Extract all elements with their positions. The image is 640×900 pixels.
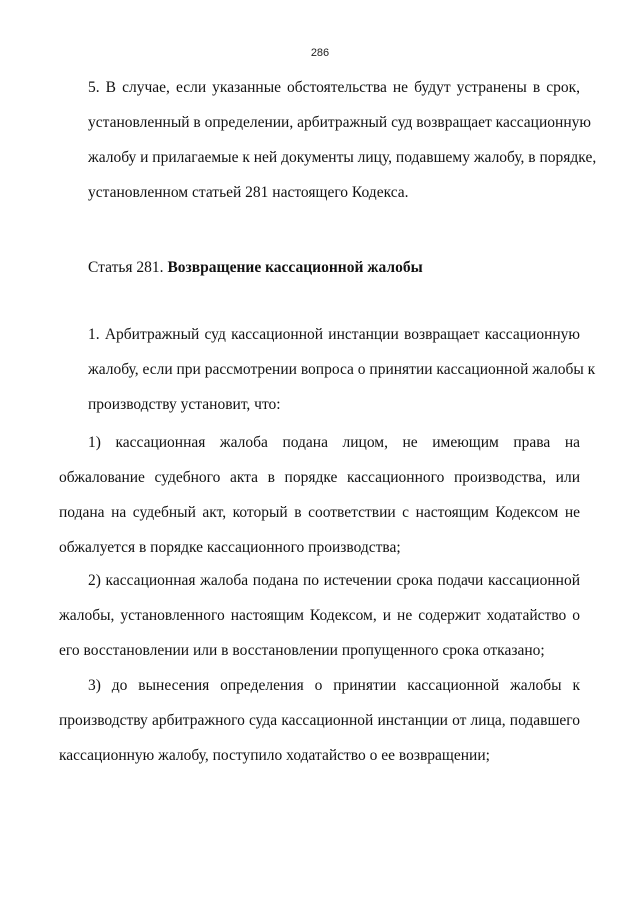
article-heading (88, 250, 423, 285)
paragraph-line: производству установит, что: (88, 396, 281, 413)
paragraph-line: обжалование судебного акта в порядке кассационного производства, или (59, 469, 580, 486)
paragraph-line: производству арбитражного суда кассационной инстанции от лица, подавшего (59, 712, 580, 729)
paragraph-line: подана на судебный акт, который в соответствии с настоящим Кодексом не (59, 504, 580, 521)
list-item-2 (59, 563, 580, 668)
paragraph-line: 2) кассационная жалоба подана по истечении срока подачи кассационной (88, 572, 580, 589)
paragraph-line: 1) кассационная жалоба подана лицом, не имеющим права на (88, 434, 580, 451)
paragraph-line: жалобы, установленного настоящим Кодексом, и не содержит ходатайство о (59, 607, 580, 624)
article-title: Возвращение кассационной жалобы (167, 259, 423, 276)
paragraph-line: его восстановлении или в восстановлении пропущенного срока отказано; (59, 642, 545, 659)
paragraph-line: 1. Арбитражный суд кассационной инстанции возвращает кассационную (88, 326, 580, 343)
page-number: 286 (310, 47, 330, 59)
article-number: Статья 281. (88, 259, 164, 276)
paragraph-5 (88, 70, 597, 210)
paragraph-line: жалобу и прилагаемые к ней документы лицу, подавшему жалобу, в порядке, (88, 149, 597, 166)
paragraph-line: установленном статьей 281 настоящего Кодекса. (88, 184, 409, 201)
paragraph-1 (88, 317, 596, 422)
paragraph-line: кассационную жалобу, поступило ходатайство о ее возвращении; (59, 747, 490, 764)
list-item-3 (59, 668, 580, 773)
list-item-1 (59, 425, 580, 565)
paragraph-line: установленный в определении, арбитражный суд возвращает кассационную (88, 114, 591, 131)
paragraph-line: обжалуется в порядке кассационного производства; (59, 539, 401, 556)
paragraph-line: 5. В случае, если указанные обстоятельства не будут устранены в срок, (88, 79, 580, 96)
paragraph-line: жалобу, если при рассмотрении вопроса о принятии кассационной жалобы к (88, 361, 596, 378)
paragraph-line: 3) до вынесения определения о принятии кассационной жалобы к (88, 677, 580, 694)
